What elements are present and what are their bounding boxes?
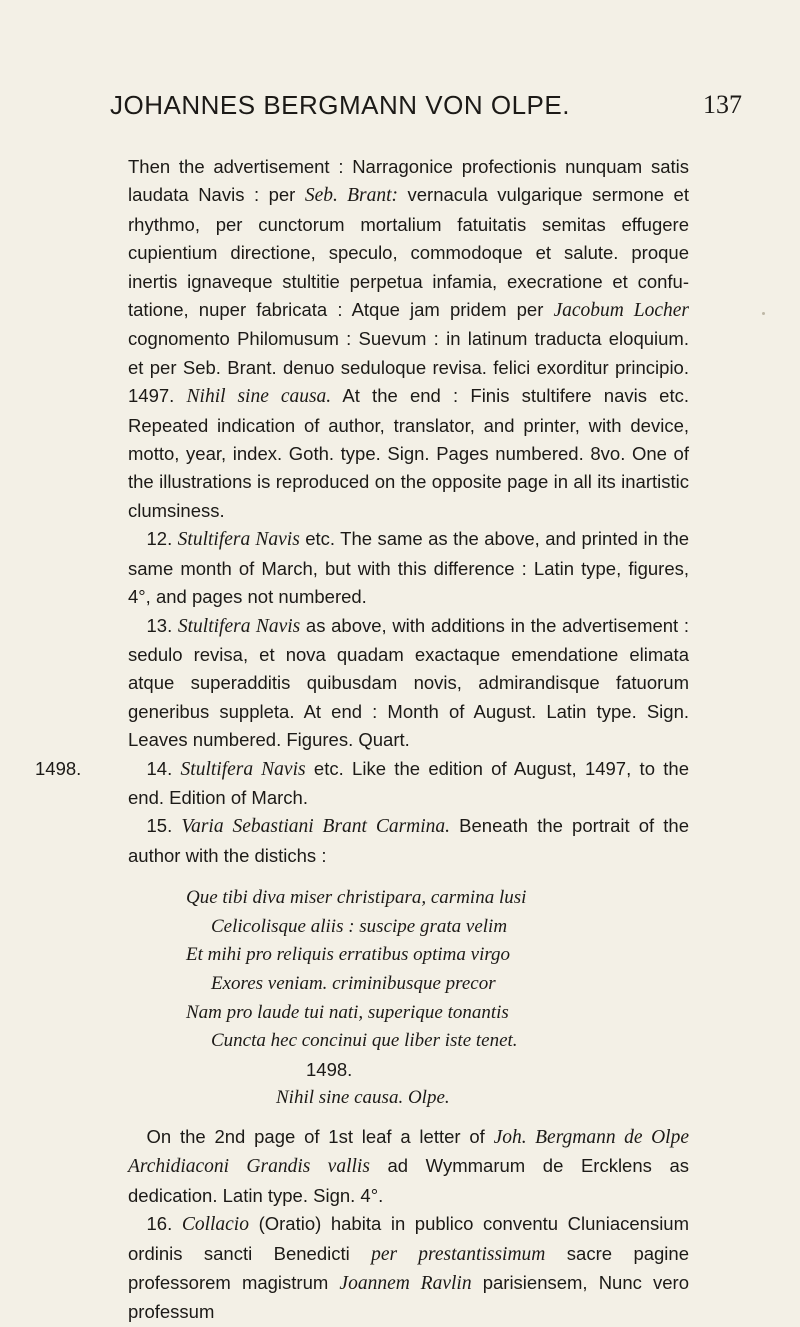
verse-year: 1498. (306, 1058, 353, 1080)
verse-line: Que tibi diva miser christipara, carmina lusi (186, 887, 527, 909)
entry-15: 15. Varia Sebastiani Brant Carmina. Beneath the portrait of the author with the distichs : (128, 815, 689, 866)
entry-16: 16. Collacio (Oratio) habita in publico conventu Cluniacensium ordinis sancti Benedicti per prestantissimum sacre pagine professorem magistrum Joannem Ravlin parisiensem, Nunc vero professum (128, 1213, 690, 1323)
verse-line: Nam pro laude tui nati, superique tonantis (186, 1001, 509, 1023)
verse-signature: Nihil sine causa. Olpe. (276, 1087, 450, 1109)
page-number: 137 (703, 90, 742, 119)
distichs-verse (128, 884, 689, 1113)
entry-12: 12. Stultifera Navis etc. The same as the above, and printed in the same month of March, but with this difference : Latin type, figures, 4°, and pages not numbered. (128, 528, 690, 608)
verse-line: Celicolisque aliis : suscipe grata velim (211, 915, 508, 937)
paragraph-advertisement: Then the advertisement : Narragonice profectionis nunquam satis laudata Navis : per Seb. Brant: vernacula vulgarique sermone et rhythmo, per cunctorum mortalium fatuitatis semitas effugere cupientium directione, speculo, commodoque et salute. proque inertis ignaveque stultitie perpetua infamia, execratione et confu- tatione, nuper fabricata : Atque jam pridem per Jacobum Locher cognomento Philomusum : Suevum : in latinum traducta eloquium. et per Seb. Brant. denuo seduloque revisa. felici exorditur principio. 1497. Nihil sine causa. At the end : Finis stultifere navis etc. Repeated indication of author, translator, and printer, with device, motto, year, index. Goth. type. Sign. Pages numbered. 8vo. One of the illustrations is reproduced on the opposite page in all its inartistic clumsiness. (128, 156, 689, 521)
paragraph-dedication: On the 2nd page of 1st leaf a letter of Joh. Bergmann de Olpe Archidiaconi Grandis vallis ad Wymmarum de Ercklens as dedication. Latin type. Sign. 4°. (128, 1125, 690, 1206)
entry-13: 13. Stultifera Navis as above, with additions in the advertisement : sedulo revisa, et nova quadam exactaque emendatione elimata atque superadditis quibusdam novis, admirandisque fatuorum generibus suppleta. At end : Month of August. Latin type. Sign. Leaves numbered. Figures. Quart. (128, 614, 689, 751)
margin-year: 1498. (35, 757, 82, 779)
paper-speck (762, 312, 765, 315)
running-title: JOHANNES BERGMANN VON OLPE. (110, 90, 570, 120)
running-header (30, 90, 790, 130)
body-text (35, 153, 690, 1327)
verse-line: Cuncta hec concinui que liber iste tenet. (211, 1030, 518, 1052)
verse-line: Exores veniam. criminibusque precor (211, 972, 496, 994)
entry-14: 1498. 14. Stultifera Navis etc. Like the edition of August, 1497, to the end. Edition of March. (128, 755, 689, 813)
verse-line: Et mihi pro reliquis erratibus optima virgo (186, 944, 511, 966)
